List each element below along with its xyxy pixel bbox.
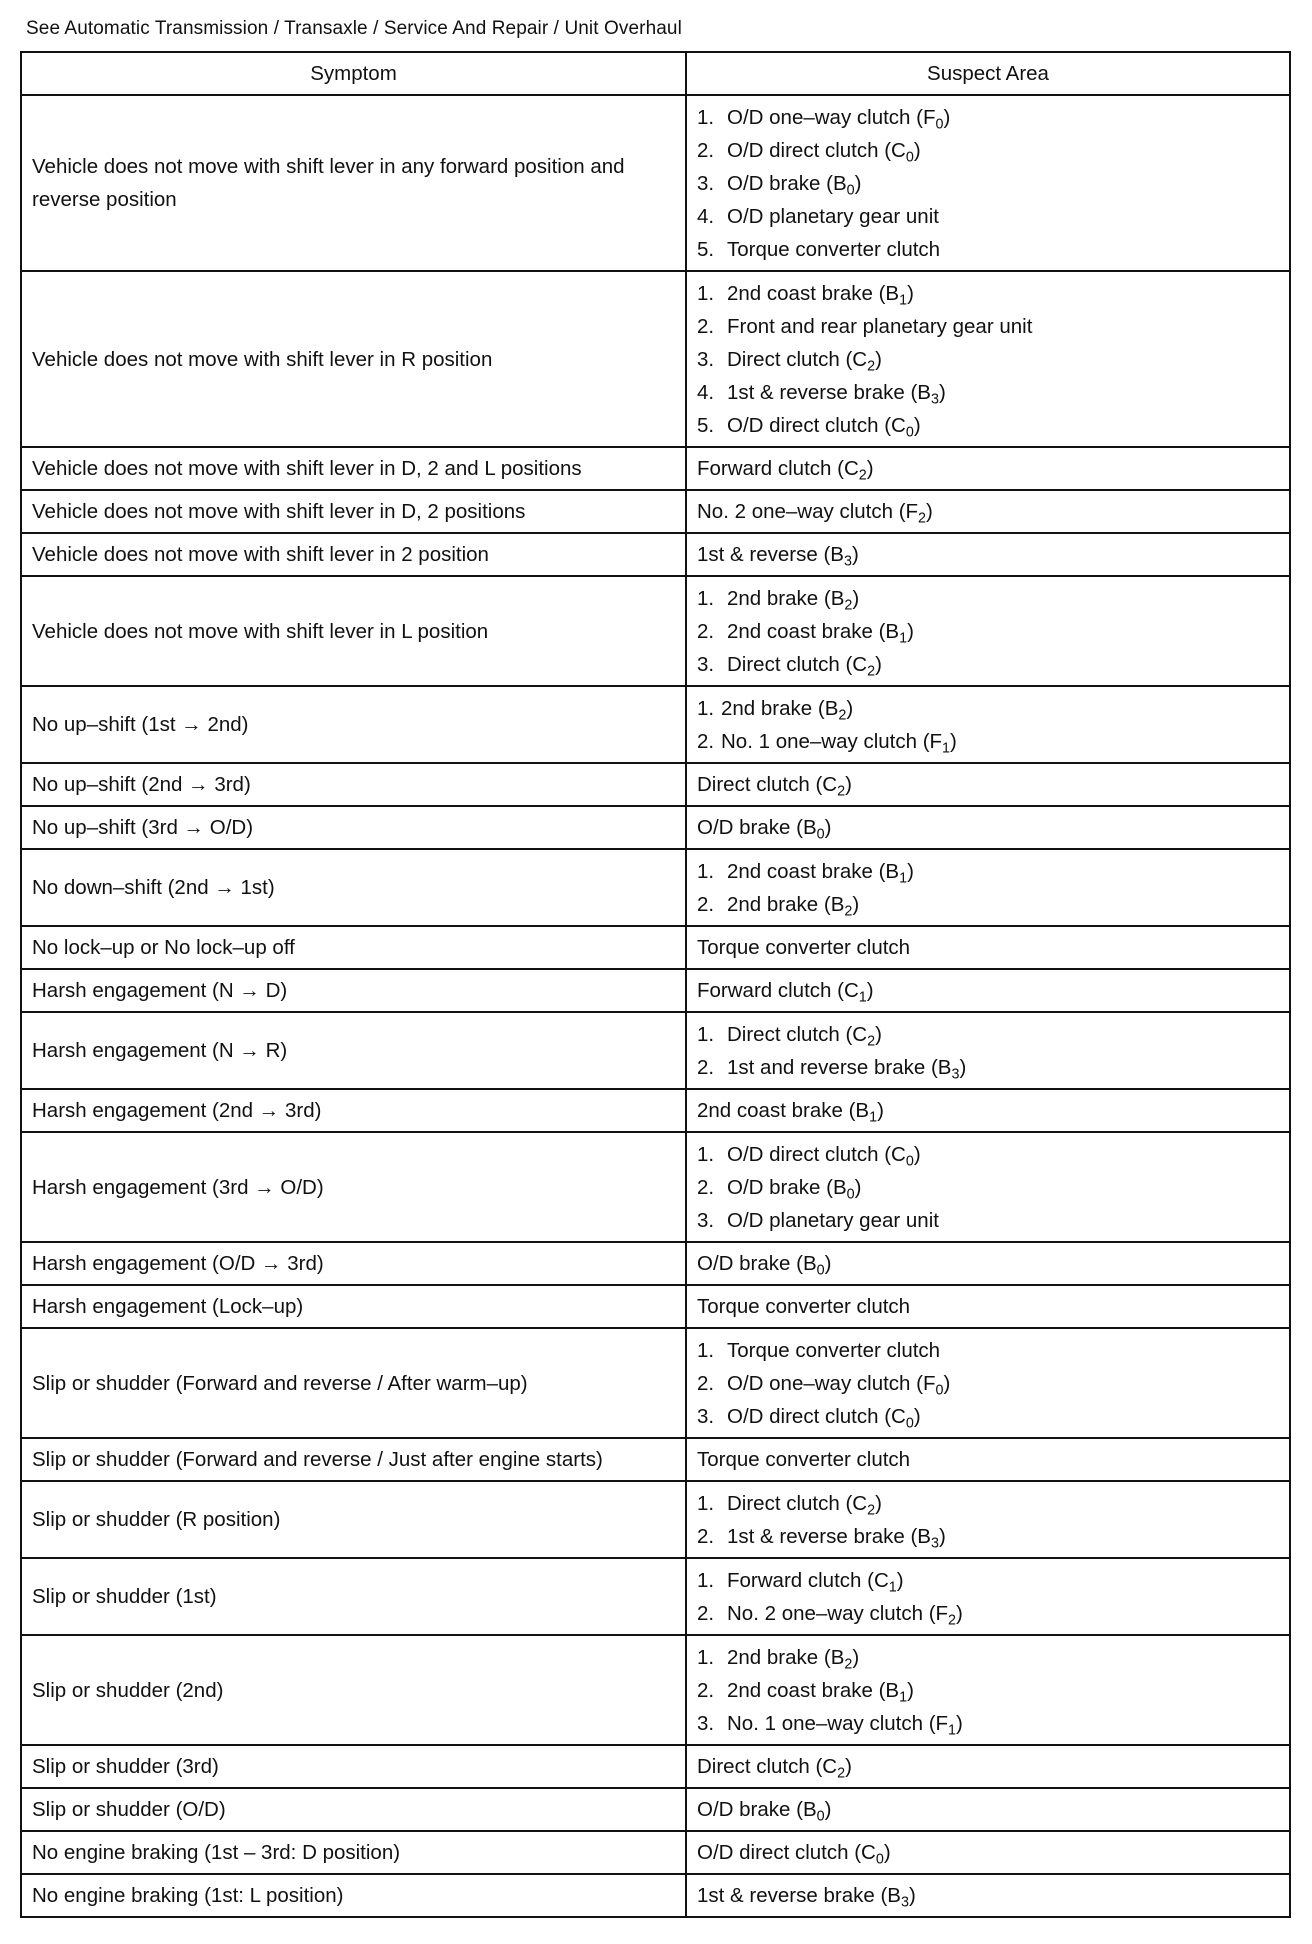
table-row <box>21 490 1290 533</box>
list-item-text: O/D direct clutch $(C_0)$ <box>727 1404 921 1431</box>
symptom-text: Slip or shudder (2nd) <box>32 1678 224 1702</box>
subscript: 2 <box>867 1032 876 1049</box>
table-row <box>21 1242 1290 1285</box>
table-row <box>21 806 1290 849</box>
list-item <box>697 1597 1279 1630</box>
suspect-area-cell <box>686 926 1290 969</box>
list-item-number: 2. <box>697 314 715 338</box>
list-item <box>697 200 1279 233</box>
table-row <box>21 1788 1290 1831</box>
list-item-number: 4. <box>697 380 715 404</box>
subscript: 3 <box>900 1894 909 1911</box>
table-row <box>21 1285 1290 1328</box>
subscript: 0 <box>846 181 855 198</box>
subscript: 2 <box>867 357 876 374</box>
subscript: 2 <box>867 1501 876 1518</box>
list-item <box>697 888 1279 921</box>
suspect-area-cell <box>686 490 1290 533</box>
list-item <box>697 725 1279 758</box>
table-row <box>21 763 1290 806</box>
suspect-area-cell <box>686 1481 1290 1558</box>
table-row <box>21 1132 1290 1242</box>
list-item <box>697 692 1279 725</box>
list-item-text: 2nd brake $(B_2)$ <box>721 696 854 723</box>
table-row <box>21 447 1290 490</box>
suspect-area-text: 2nd coast brake $(B_1)$ <box>697 1099 884 1126</box>
symptom-cell <box>21 576 686 686</box>
symptom-cell <box>21 1089 686 1132</box>
suspect-area-text: O/D brake $(B_0)$ <box>697 1798 832 1825</box>
list-item-number: 2. <box>697 1371 715 1395</box>
suspect-area-cell <box>686 1874 1290 1917</box>
subscript: 2 <box>844 596 853 613</box>
subscript: 2 <box>918 510 927 527</box>
suspect-area-cell <box>686 533 1290 576</box>
suspect-area-list <box>697 101 1279 266</box>
suspect-area-list <box>697 1641 1279 1740</box>
list-item-number: 2. <box>697 1524 715 1548</box>
table-header-row <box>21 52 1290 95</box>
table-row <box>21 576 1290 686</box>
suspect-area-cell <box>686 1328 1290 1438</box>
table-row <box>21 1558 1290 1635</box>
list-item-number: 3. <box>697 1711 715 1735</box>
symptom-text: Vehicle does not move with shift lever in D, 2 and L positions <box>32 457 582 480</box>
subscript: 1 <box>899 1688 908 1705</box>
subscript: 2 <box>844 902 853 919</box>
suspect-area-list <box>697 1334 1279 1433</box>
list-item-text: Front and rear planetary gear unit <box>727 314 1033 338</box>
suspect-area-cell <box>686 1745 1290 1788</box>
list-item-number: 3. <box>697 171 715 195</box>
suspect-area-text: Direct clutch $(C_2)$ <box>697 1755 852 1782</box>
list-item-number: 2. <box>697 619 715 643</box>
list-item-text: No. 1 one–way clutch $(F_1)$ <box>727 1711 963 1738</box>
symptom-cell <box>21 1874 686 1917</box>
list-item-text: Direct clutch $(C_2)$ <box>727 1022 882 1049</box>
suspect-area-cell <box>686 686 1290 763</box>
suspect-area-text: O/D direct clutch $(C_0)$ <box>697 1841 891 1868</box>
list-item-number: 3. <box>697 347 715 371</box>
list-item <box>697 101 1279 134</box>
suspect-area-cell <box>686 1132 1290 1242</box>
symptom-text: Vehicle does not move with shift lever in L position <box>32 619 489 643</box>
suspect-area-list <box>697 1564 1279 1630</box>
list-item-text: O/D one–way clutch $(F_0)$ <box>727 105 951 132</box>
suspect-area-cell <box>686 763 1290 806</box>
symptom-text: Slip or shudder (1st) <box>32 1585 217 1608</box>
suspect-area-cell <box>686 1831 1290 1874</box>
symptom-cell <box>21 926 686 969</box>
suspect-area-list <box>697 277 1279 442</box>
list-item-number: 3. <box>697 652 715 676</box>
suspect-area-list <box>697 1138 1279 1237</box>
symptom-text: No down–shift (2nd → 1st) <box>32 876 275 899</box>
list-item-number: 2. <box>697 892 715 916</box>
symptom-text: Vehicle does not move with shift lever in D, 2 positions <box>32 500 526 523</box>
symptom-text: No lock–up or No lock–up off <box>32 936 295 959</box>
list-item <box>697 615 1279 648</box>
list-item <box>697 310 1279 343</box>
list-item-text: O/D one–way clutch $(F_0)$ <box>727 1371 951 1398</box>
list-item-number: 1. <box>697 1022 715 1046</box>
list-item-number: 1. <box>697 859 715 883</box>
list-item-text: O/D brake $(B_0)$ <box>727 1175 862 1202</box>
table-row <box>21 533 1290 576</box>
list-item-text: O/D direct clutch $(C_0)$ <box>727 138 921 165</box>
suspect-area-cell <box>686 969 1290 1012</box>
list-item-number: 2. <box>697 1601 715 1625</box>
list-item-text: 2nd coast brake $(B_1)$ <box>727 1678 914 1705</box>
subscript: 0 <box>816 826 825 843</box>
list-item-text: 2nd brake $(B_2)$ <box>727 1645 860 1672</box>
subscript: 2 <box>837 783 846 800</box>
symptom-cell <box>21 806 686 849</box>
subscript: 0 <box>816 1808 825 1825</box>
list-item-text: Torque converter clutch <box>727 237 941 261</box>
symptom-cell <box>21 763 686 806</box>
subscript: 1 <box>899 629 908 646</box>
subscript: 2 <box>948 1611 957 1628</box>
symptom-cell <box>21 1242 686 1285</box>
symptom-cell <box>21 1012 686 1089</box>
symptom-table <box>20 51 1291 1918</box>
list-item-number: 5. <box>697 413 715 437</box>
suspect-area-cell <box>686 806 1290 849</box>
list-item-number: 1. <box>697 1338 715 1362</box>
subscript: 2 <box>838 706 847 723</box>
suspect-area-list <box>697 1018 1279 1084</box>
subscript: 0 <box>905 423 914 440</box>
list-item <box>697 1367 1279 1400</box>
symptom-text: Harsh engagement (N → D) <box>32 979 288 1002</box>
list-item <box>697 1520 1279 1553</box>
table-row <box>21 686 1290 763</box>
list-item <box>697 1334 1279 1367</box>
table-row <box>21 969 1290 1012</box>
list-item-text: O/D planetary gear unit <box>727 1208 939 1232</box>
suspect-area-text: Direct clutch $(C_2)$ <box>697 773 852 800</box>
suspect-area-text: Torque converter clutch <box>697 936 911 959</box>
suspect-area-cell <box>686 1635 1290 1745</box>
symptom-text: Harsh engagement (2nd → 3rd) <box>32 1099 322 1122</box>
list-item-text: 2nd brake $(B_2)$ <box>727 586 860 613</box>
suspect-area-cell <box>686 95 1290 271</box>
list-item-number: 1. <box>697 1645 715 1669</box>
list-item-text: 2nd coast brake $(B_1)$ <box>727 859 914 886</box>
list-item-text: 2nd coast brake $(B_1)$ <box>727 619 914 646</box>
list-item-text: 2nd coast brake $(B_1)$ <box>727 281 914 308</box>
list-item-number: 2. <box>697 729 715 753</box>
suspect-area-list <box>697 1487 1279 1553</box>
table-row <box>21 271 1290 447</box>
suspect-area-list <box>697 855 1279 921</box>
symptom-cell <box>21 271 686 447</box>
suspect-area-text: 1st & reverse $(B_3)$ <box>697 543 859 570</box>
symptom-text: Slip or shudder (R position) <box>32 1508 281 1531</box>
list-item-number: 1. <box>697 1568 715 1592</box>
subscript: 3 <box>951 1065 960 1082</box>
list-item <box>697 1018 1279 1051</box>
list-item <box>697 343 1279 376</box>
symptom-text: Slip or shudder (Forward and reverse / Just after engine starts) <box>32 1448 603 1471</box>
symptom-cell <box>21 533 686 576</box>
subscript: 0 <box>875 1851 884 1868</box>
symptom-cell <box>21 95 686 271</box>
list-item <box>697 1204 1279 1237</box>
symptom-text: No up–shift (2nd → 3rd) <box>32 773 251 796</box>
list-item-text: 2nd brake $(B_2)$ <box>727 892 860 919</box>
list-item-number: 1. <box>697 1491 715 1515</box>
symptom-text: Vehicle does not move with shift lever in any forward position and reverse position <box>32 155 625 211</box>
symptom-cell <box>21 686 686 763</box>
list-item <box>697 277 1279 310</box>
list-item-text: 1st & reverse brake $(B_3)$ <box>727 1524 946 1551</box>
symptom-text: Vehicle does not move with shift lever in R position <box>32 347 493 371</box>
list-item <box>697 855 1279 888</box>
table-row <box>21 1089 1290 1132</box>
symptom-cell <box>21 1558 686 1635</box>
list-item-number: 3. <box>697 1404 715 1428</box>
symptom-text: No up–shift (3rd → O/D) <box>32 816 254 839</box>
list-item-number: 3. <box>697 1208 715 1232</box>
list-item-text: No. 2 one–way clutch $(F_2)$ <box>727 1601 963 1628</box>
list-item <box>697 233 1279 266</box>
subscript: 0 <box>846 1185 855 1202</box>
table-row <box>21 1481 1290 1558</box>
list-item-number: 5. <box>697 237 715 261</box>
table-body <box>21 95 1290 1917</box>
table-row <box>21 849 1290 926</box>
breadcrumb: See Automatic Transmission / Transaxle / Service And Repair / Unit Overhaul <box>26 18 682 39</box>
list-item-number: 4. <box>697 204 715 228</box>
subscript: 1 <box>942 739 951 756</box>
suspect-area-text: Forward clutch $(C_1)$ <box>697 979 874 1006</box>
list-item <box>697 1674 1279 1707</box>
list-item <box>697 1138 1279 1171</box>
subscript: 0 <box>905 1152 914 1169</box>
symptom-cell <box>21 1635 686 1745</box>
symptom-cell <box>21 1788 686 1831</box>
list-item-number: 1. <box>697 105 715 129</box>
suspect-area-cell <box>686 1089 1290 1132</box>
symptom-text: No up–shift (1st → 2nd) <box>32 713 249 736</box>
table-row <box>21 1831 1290 1874</box>
list-item-text: 1st & reverse brake $(B_3)$ <box>727 380 946 407</box>
symptom-text: Slip or shudder (O/D) <box>32 1798 226 1821</box>
suspect-area-cell <box>686 271 1290 447</box>
suspect-area-list <box>697 582 1279 681</box>
suspect-area-header: Suspect Area <box>686 52 1290 95</box>
suspect-area-cell <box>686 849 1290 926</box>
suspect-area-text: Torque converter clutch <box>697 1295 911 1318</box>
suspect-area-text: Torque converter clutch <box>697 1448 911 1471</box>
symptom-text: Slip or shudder (3rd) <box>32 1755 219 1778</box>
list-item-number: 1. <box>697 586 715 610</box>
symptom-cell <box>21 1132 686 1242</box>
list-item <box>697 1400 1279 1433</box>
list-item <box>697 376 1279 409</box>
subscript: 2 <box>858 467 867 484</box>
table-row <box>21 95 1290 271</box>
symptom-cell <box>21 1328 686 1438</box>
list-item <box>697 1707 1279 1740</box>
suspect-area-text: O/D brake $(B_0)$ <box>697 816 832 843</box>
symptom-cell <box>21 1745 686 1788</box>
subscript: 0 <box>905 148 914 165</box>
list-item <box>697 1171 1279 1204</box>
list-item <box>697 582 1279 615</box>
suspect-area-cell <box>686 576 1290 686</box>
table-row <box>21 926 1290 969</box>
symptom-text: No engine braking (1st: L position) <box>32 1884 344 1907</box>
subscript: 2 <box>837 1765 846 1782</box>
suspect-area-cell <box>686 1438 1290 1481</box>
symptom-cell <box>21 490 686 533</box>
list-item-text: No. 1 one–way clutch $(F_1)$ <box>721 729 957 756</box>
list-item <box>697 1564 1279 1597</box>
symptom-text: No engine braking (1st – 3rd: D position) <box>32 1841 401 1864</box>
symptom-cell <box>21 1831 686 1874</box>
symptom-text: Harsh engagement (O/D → 3rd) <box>32 1252 324 1275</box>
subscript: 2 <box>844 1655 853 1672</box>
table-row <box>21 1328 1290 1438</box>
symptom-text: Harsh engagement (N → R) <box>32 1039 288 1062</box>
list-item <box>697 1487 1279 1520</box>
list-item-number: 1. <box>697 696 715 720</box>
suspect-area-cell <box>686 1788 1290 1831</box>
list-item-number: 2. <box>697 1678 715 1702</box>
list-item-text: O/D planetary gear unit <box>727 204 939 228</box>
subscript: 1 <box>899 869 908 886</box>
symptom-cell <box>21 1438 686 1481</box>
suspect-area-list <box>697 692 1279 758</box>
suspect-area-cell <box>686 447 1290 490</box>
subscript: 3 <box>930 1534 939 1551</box>
symptom-text: Harsh engagement (Lock–up) <box>32 1295 304 1318</box>
list-item-number: 2. <box>697 138 715 162</box>
table-row <box>21 1438 1290 1481</box>
list-item-number: 2. <box>697 1055 715 1079</box>
list-item <box>697 134 1279 167</box>
subscript: 3 <box>843 553 852 570</box>
table-row <box>21 1874 1290 1917</box>
symptom-text: Harsh engagement (3rd → O/D) <box>32 1175 324 1199</box>
symptom-text: Slip or shudder (Forward and reverse / After warm–up) <box>32 1371 528 1395</box>
symptom-cell <box>21 1285 686 1328</box>
subscript: 0 <box>816 1262 825 1279</box>
suspect-area-cell <box>686 1012 1290 1089</box>
suspect-area-text: 1st & reverse brake $(B_3)$ <box>697 1884 916 1911</box>
list-item <box>697 409 1279 442</box>
subscript: 1 <box>899 291 908 308</box>
symptom-cell <box>21 849 686 926</box>
subscript: 3 <box>930 390 939 407</box>
subscript: 0 <box>905 1414 914 1431</box>
suspect-area-text: No. 2 one–way clutch $(F_2)$ <box>697 500 933 527</box>
list-item <box>697 1641 1279 1674</box>
list-item-number: 1. <box>697 281 715 305</box>
list-item-text: O/D direct clutch $(C_0)$ <box>727 1142 921 1169</box>
symptom-header: Symptom <box>21 52 686 95</box>
subscript: 1 <box>948 1721 957 1738</box>
suspect-area-cell <box>686 1242 1290 1285</box>
table-row <box>21 1745 1290 1788</box>
subscript: 0 <box>935 115 944 132</box>
symptom-text: Vehicle does not move with shift lever in 2 position <box>32 543 489 566</box>
suspect-area-cell <box>686 1558 1290 1635</box>
list-item-text: Forward clutch $(C_1)$ <box>727 1568 904 1595</box>
subscript: 1 <box>858 989 867 1006</box>
symptom-cell <box>21 969 686 1012</box>
symptom-cell <box>21 447 686 490</box>
list-item-number: 1. <box>697 1142 715 1166</box>
list-item-text: Direct clutch $(C_2)$ <box>727 347 882 374</box>
list-item-text: O/D brake $(B_0)$ <box>727 171 862 198</box>
list-item <box>697 167 1279 200</box>
suspect-area-cell <box>686 1285 1290 1328</box>
subscript: 1 <box>888 1578 897 1595</box>
list-item-number: 2. <box>697 1175 715 1199</box>
list-item-text: O/D direct clutch $(C_0)$ <box>727 413 921 440</box>
subscript: 2 <box>867 662 876 679</box>
table-row <box>21 1012 1290 1089</box>
suspect-area-text: Forward clutch $(C_2)$ <box>697 457 874 484</box>
list-item-text: Torque converter clutch <box>727 1338 941 1362</box>
list-item-text: Direct clutch $(C_2)$ <box>727 1491 882 1518</box>
list-item-text: 1st and reverse brake $(B_3)$ <box>727 1055 967 1082</box>
subscript: 1 <box>869 1109 878 1126</box>
list-item <box>697 648 1279 681</box>
list-item-text: Direct clutch $(C_2)$ <box>727 652 882 679</box>
suspect-area-text: O/D brake $(B_0)$ <box>697 1252 832 1279</box>
subscript: 0 <box>935 1381 944 1398</box>
list-item <box>697 1051 1279 1084</box>
symptom-cell <box>21 1481 686 1558</box>
table-row <box>21 1635 1290 1745</box>
